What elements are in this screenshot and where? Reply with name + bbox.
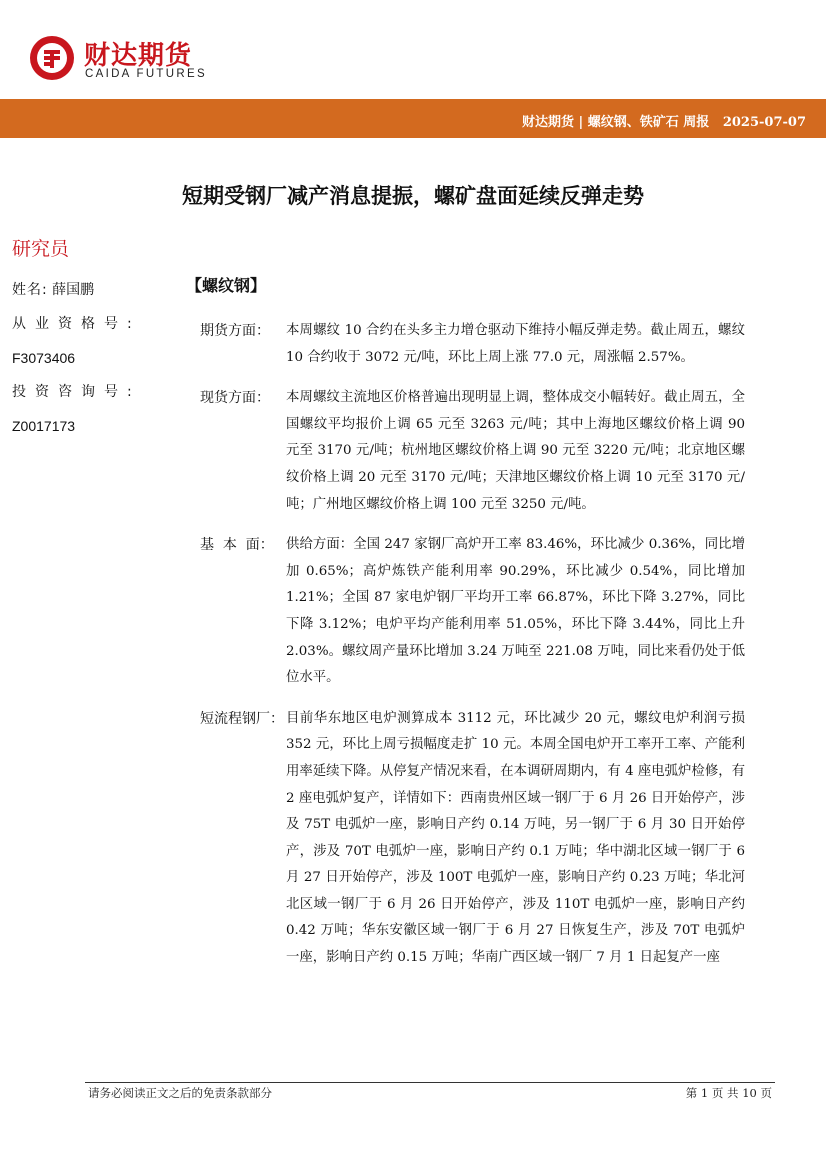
advisor-label: 投资咨询号:	[12, 384, 141, 400]
advisor-label-row	[12, 375, 151, 409]
footer-divider	[85, 1082, 775, 1083]
advisor-number: Z0017173	[12, 418, 76, 434]
section-title: 【螺纹钢】	[186, 276, 267, 295]
paragraph-text: 本周螺纹主流地区价格普遍出现明显上调，整体成交小幅转好。截止周五，全国螺纹平均报价上调 65 元至 3263 元/吨；其中上海地区螺纹价格上调 90 元至 3170 元/吨；杭州地区螺纹价格上调 90 元至 3220 元/吨；北京地区螺纹价格上调 20 元至 3170 元/吨；天津地区螺纹价格上调 10 元至 3170 元/吨；广州地区螺纹价格上调 100 元至 3250 元/吨。	[286, 390, 745, 512]
footer-page-number: 第 1 页 共 10 页	[685, 1086, 772, 1100]
brand-name-en: CAIDA FUTURES	[85, 68, 207, 80]
paragraph-futures	[200, 318, 745, 371]
paragraph-label: 期货方面：	[200, 323, 270, 339]
paragraph-text: 供给方面：全国 247 家钢厂高炉开工率 83.46%，环比减少 0.36%，同比增加 0.65%；高炉炼铁产能利用率 90.29%，环比减少 0.54%，同比增加 1.21%；全国 87 家电炉钢厂平均开工率 66.87%，环比下降 3.27%，同比下降 3.12%；电炉平均产能利用率 51.05%，环比下降 3.44%，同比上升 2.03%。螺纹周产量环比增加 3.24 万吨至 221.08 万吨，同比来看仍处于低位水平。	[286, 537, 745, 686]
report-title: 短期受钢厂减产消息提振，螺矿盘面延续反弹走势	[182, 184, 644, 208]
footer-disclaimer: 请务必阅读正文之后的免责条款部分	[88, 1086, 272, 1100]
paragraph-text: 本周螺纹 10 合约在头多主力增仓驱动下维持小幅反弹走势。截止周五，螺纹 10 合约收于 3072 元/吨，环比上周上涨 77.0 元，周涨幅 2.57%。	[286, 323, 745, 365]
brand-logo	[28, 34, 238, 84]
sidebar-heading: 研究员	[12, 238, 70, 260]
paragraph-eaf-mills	[200, 706, 745, 972]
paragraph-fundamentals	[200, 532, 745, 692]
qualification-label-row	[12, 307, 151, 341]
report-body	[200, 318, 745, 986]
analyst-name: 薛国鹏	[52, 282, 95, 298]
analyst-name-row	[12, 273, 172, 307]
qualification-number: F3073406	[12, 350, 76, 366]
analyst-name-label: 姓名:	[12, 282, 48, 298]
paragraph-spot	[200, 385, 745, 518]
caida-logo-icon	[28, 34, 76, 82]
qualification-label: 从业资格号:	[12, 316, 141, 332]
header-band	[0, 99, 826, 138]
analyst-sidebar	[12, 234, 172, 443]
paragraph-label: 短流程钢厂：	[200, 710, 284, 727]
paragraph-text: 目前华东地区电炉测算成本 3112 元，环比减少 20 元，螺纹电炉利润亏损 352 元，环比上周亏损幅度走扩 10 元。本周全国电炉开工率开工率、产能利用率延续下降。从停复产情况来看，在本调研周期内，有 4 座电弧炉检修，有 2 座电弧炉复产，详情如下：西南贵州区域一钢厂于 6 月 26 日开始停产，涉及 75T 电弧炉一座，影响日产约 0.14 万吨，另一钢厂于 6 月 30 日开始停产，涉及 70T 电弧炉一座，影响日产约 0.1 万吨；华中湖北区域一钢厂于 6 月 27 日开始停产，涉及 100T 电弧炉一座，影响日产约 0.23 万吨；华北河北区域一钢厂于 6 月 26 日开始停产，涉及 110T 电弧炉一座，影响日产约 0.42 万吨；华东安徽区域一钢厂于 6 月 27 日恢复生产，涉及 70T 电弧炉一座，影响日产约 0.15 万吨；华南广西区域一钢厂 7 月 1 日起复产一座	[286, 710, 745, 966]
paragraph-label: 基 本 面：	[200, 537, 274, 554]
header-band-text: 财达期货 | 螺纹钢、铁矿石 周报 2025-07-07	[521, 115, 806, 130]
brand-name-cn: 财达期货	[84, 41, 193, 71]
paragraph-label: 现货方面：	[200, 390, 270, 407]
